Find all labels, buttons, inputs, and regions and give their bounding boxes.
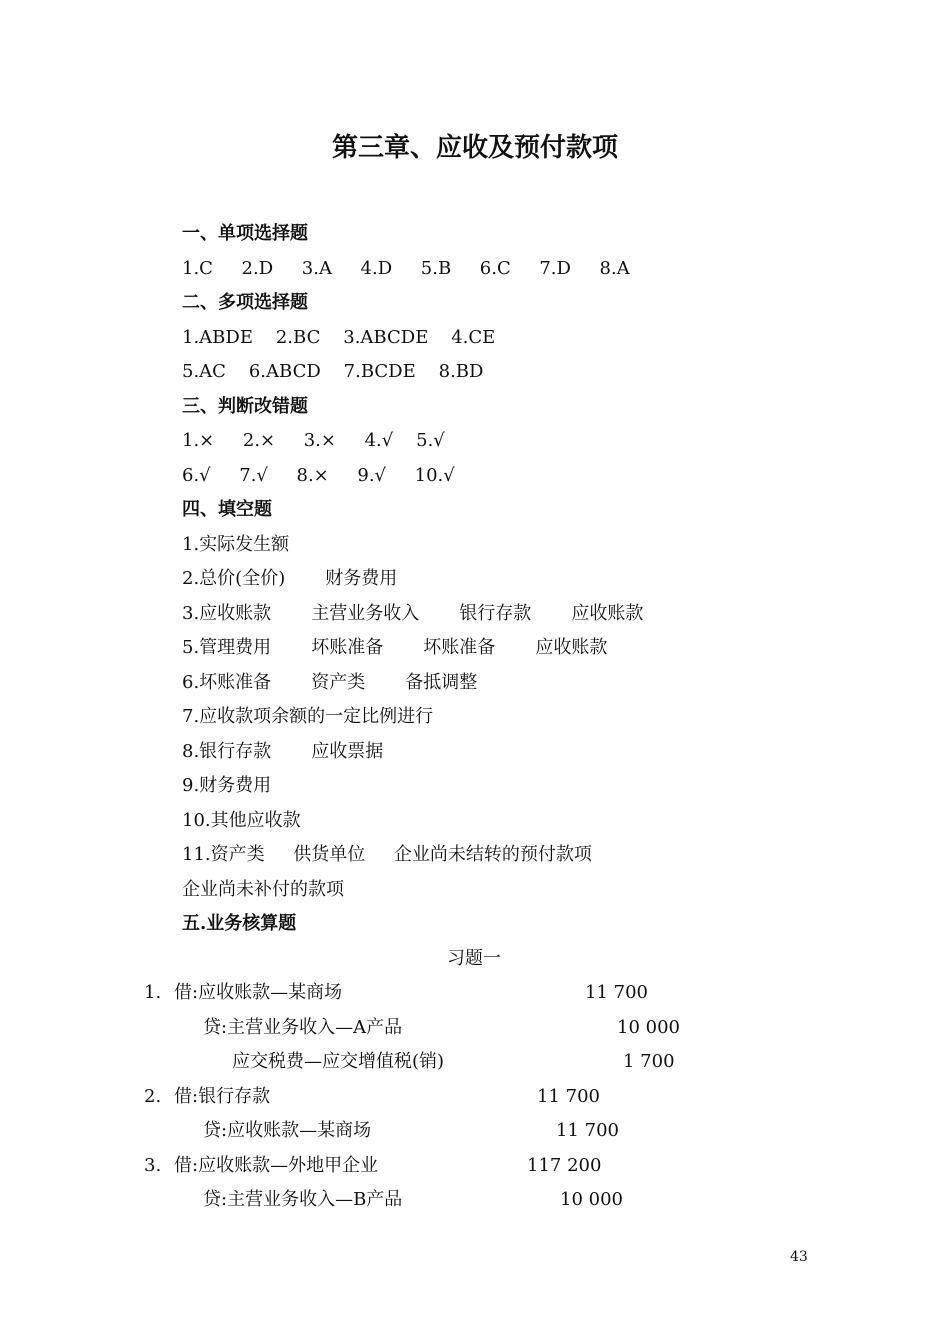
page-title: 第三章、应收及预付款项	[331, 133, 618, 163]
answer-line: 1.实际发生额	[182, 534, 290, 555]
entry-amount: 10 000	[617, 1017, 680, 1038]
page-number: 43	[790, 1249, 808, 1265]
answer-line: 7.应收款项余额的一定比例进行	[182, 706, 434, 727]
entry-amount: 11 700	[556, 1120, 619, 1141]
section-heading-multi-choice: 二、多项选择题	[182, 292, 308, 313]
entry-number: 1.	[144, 982, 162, 1003]
answer-line: 1.C 2.D 3.A 4.D 5.B 6.C 7.D 8.A	[182, 258, 630, 279]
answer-line: 3.应收账款 主营业务收入 银行存款 应收账款	[182, 603, 644, 624]
entry-amount: 1 700	[623, 1051, 675, 1072]
entry-amount: 10 000	[560, 1189, 623, 1210]
entry-amount: 11 700	[537, 1086, 600, 1107]
answer-line: 6.√ 7.√ 8.× 9.√ 10.√	[182, 465, 455, 486]
section-heading-fill-blank: 四、填空题	[182, 499, 272, 520]
entry-text: 贷:主营业务收入—B产品	[203, 1189, 403, 1210]
answer-line: 企业尚未补付的款项	[182, 879, 344, 900]
answer-line: 5.AC 6.ABCD 7.BCDE 8.BD	[182, 361, 484, 382]
answer-line: 1.ABDE 2.BC 3.ABCDE 4.CE	[182, 327, 496, 348]
answer-line: 11.资产类 供货单位 企业尚未结转的预付款项	[182, 844, 592, 865]
entry-number: 2.	[144, 1086, 162, 1107]
entry-amount: 11 700	[585, 982, 648, 1003]
entry-text: 贷:应收账款—某商场	[203, 1120, 372, 1141]
entry-amount: 117 200	[527, 1155, 602, 1176]
entry-text: 借:银行存款	[174, 1086, 271, 1107]
section-heading-true-false: 三、判断改错题	[182, 396, 308, 417]
section-heading-accounting: 五.业务核算题	[182, 913, 297, 934]
answer-line: 5.管理费用 坏账准备 坏账准备 应收账款	[182, 637, 608, 658]
section-heading-single-choice: 一、单项选择题	[182, 223, 308, 244]
answer-line: 2.总价(全价) 财务费用	[182, 568, 398, 589]
answer-line: 9.财务费用	[182, 775, 272, 796]
entry-number: 3.	[144, 1155, 162, 1176]
entry-text: 借:应收账款—外地甲企业	[174, 1155, 379, 1176]
answer-line: 10.其他应收款	[182, 810, 301, 831]
entry-text: 借:应收账款—某商场	[174, 982, 343, 1003]
answer-line: 6.坏账准备 资产类 备抵调整	[182, 672, 478, 693]
answer-line: 1.× 2.× 3.× 4.√ 5.√	[182, 430, 445, 451]
exercise-title: 习题一	[447, 948, 501, 969]
entry-text: 贷:主营业务收入—A产品	[203, 1017, 403, 1038]
entry-text: 应交税费—应交增值税(销)	[232, 1051, 445, 1072]
answer-line: 8.银行存款 应收票据	[182, 741, 384, 762]
